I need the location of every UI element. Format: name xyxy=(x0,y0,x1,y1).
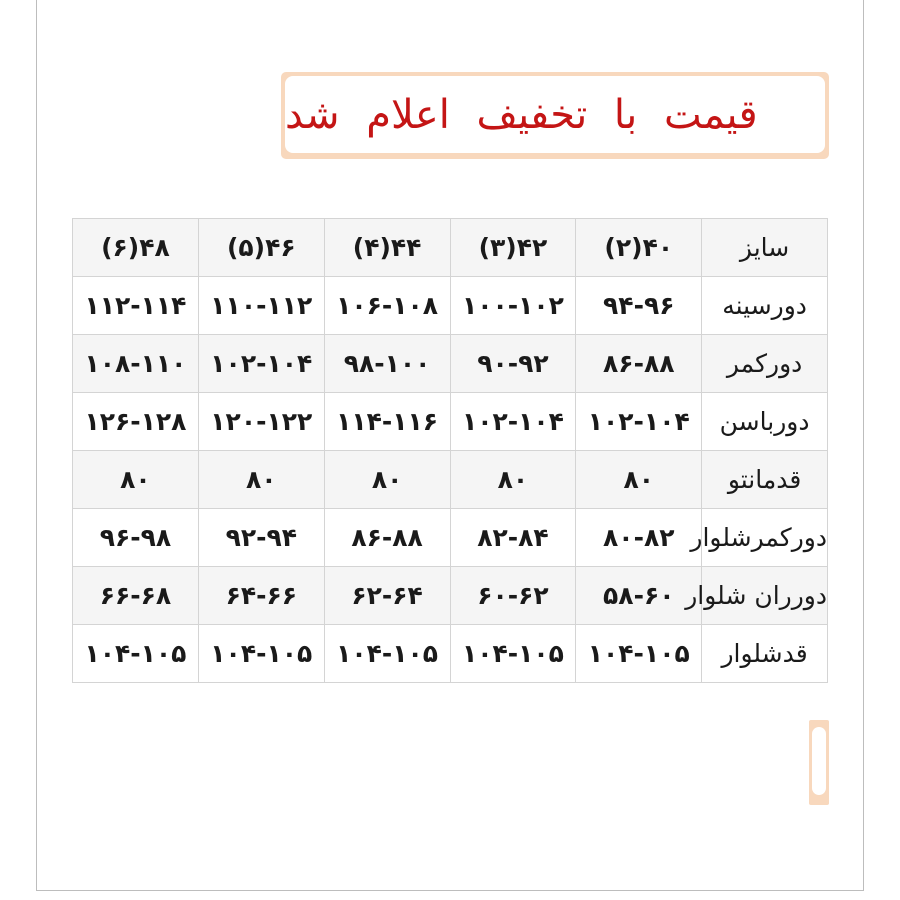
scroll-thumb[interactable] xyxy=(812,727,826,795)
table-cell: ۸۶-۸۸ xyxy=(324,509,450,567)
banner-inner xyxy=(285,76,825,153)
table-cell: ۸۰ xyxy=(324,451,450,509)
table-cell: ۹۴-۹۶ xyxy=(576,277,702,335)
table-cell: ۱۲۶-۱۲۸ xyxy=(73,393,199,451)
row-label: قدمانتو xyxy=(702,451,828,509)
table-cell: ۹۲-۹۴ xyxy=(198,509,324,567)
table-cell: ۱۰۸-۱۱۰ xyxy=(73,335,199,393)
table-cell: ۸۲-۸۴ xyxy=(450,509,576,567)
table-cell: ۸۰ xyxy=(198,451,324,509)
table-row-coat-length xyxy=(73,451,828,509)
table-cell: ۸۰ xyxy=(450,451,576,509)
row-label: دورکمر xyxy=(702,335,828,393)
table-cell: ۱۰۴-۱۰۵ xyxy=(198,625,324,683)
table-cell: ۱۱۲-۱۱۴ xyxy=(73,277,199,335)
table-cell: ۱۱۴-۱۱۶ xyxy=(324,393,450,451)
table-row-pants-waist xyxy=(73,509,828,567)
table-cell: ۴۰(۲) xyxy=(576,219,702,277)
table-cell: ۴۶(۵) xyxy=(198,219,324,277)
row-label: دورباسن xyxy=(702,393,828,451)
table-row-hip xyxy=(73,393,828,451)
table-cell: ۱۱۰-۱۱۲ xyxy=(198,277,324,335)
size-table xyxy=(72,218,828,683)
table-cell: ۹۰-۹۲ xyxy=(450,335,576,393)
table-cell: ۶۲-۶۴ xyxy=(324,567,450,625)
table-row-size xyxy=(73,219,828,277)
table-cell: ۱۰۰-۱۰۲ xyxy=(450,277,576,335)
discount-banner xyxy=(281,72,829,159)
table-cell: ۴۸(۶) xyxy=(73,219,199,277)
table-cell: ۸۰ xyxy=(73,451,199,509)
table-row-pants-length xyxy=(73,625,828,683)
table-cell: ۱۰۶-۱۰۸ xyxy=(324,277,450,335)
table-cell: ۴۴(۴) xyxy=(324,219,450,277)
table-row-chest xyxy=(73,277,828,335)
table-cell: ۴۲(۳) xyxy=(450,219,576,277)
table-cell: ۸۶-۸۸ xyxy=(576,335,702,393)
table-cell: ۱۰۴-۱۰۵ xyxy=(73,625,199,683)
row-label: سایز xyxy=(702,219,828,277)
row-label: دورکمرشلوار xyxy=(702,509,828,567)
table-cell: ۱۲۰-۱۲۲ xyxy=(198,393,324,451)
table-cell: ۵۸-۶۰ xyxy=(576,567,702,625)
table-row-waist xyxy=(73,335,828,393)
row-label: دورسینه xyxy=(702,277,828,335)
row-label: قدشلوار xyxy=(702,625,828,683)
table-cell: ۹۸-۱۰۰ xyxy=(324,335,450,393)
table-cell: ۸۰-۸۲ xyxy=(576,509,702,567)
size-table-body xyxy=(73,219,828,683)
table-cell: ۱۰۲-۱۰۴ xyxy=(198,335,324,393)
table-row-thigh xyxy=(73,567,828,625)
table-cell: ۱۰۴-۱۰۵ xyxy=(324,625,450,683)
table-cell: ۶۴-۶۶ xyxy=(198,567,324,625)
table-cell: ۸۰ xyxy=(576,451,702,509)
row-label: دورران شلوار xyxy=(702,567,828,625)
table-cell: ۶۶-۶۸ xyxy=(73,567,199,625)
table-cell: ۱۰۲-۱۰۴ xyxy=(576,393,702,451)
table-cell: ۱۰۲-۱۰۴ xyxy=(450,393,576,451)
table-cell: ۱۰۴-۱۰۵ xyxy=(450,625,576,683)
scroll-tab[interactable] xyxy=(809,720,829,805)
table-cell: ۹۶-۹۸ xyxy=(73,509,199,567)
banner-title: قیمت با تخفیف اعلام شد xyxy=(285,91,758,138)
table-cell: ۶۰-۶۲ xyxy=(450,567,576,625)
table-cell: ۱۰۴-۱۰۵ xyxy=(576,625,702,683)
